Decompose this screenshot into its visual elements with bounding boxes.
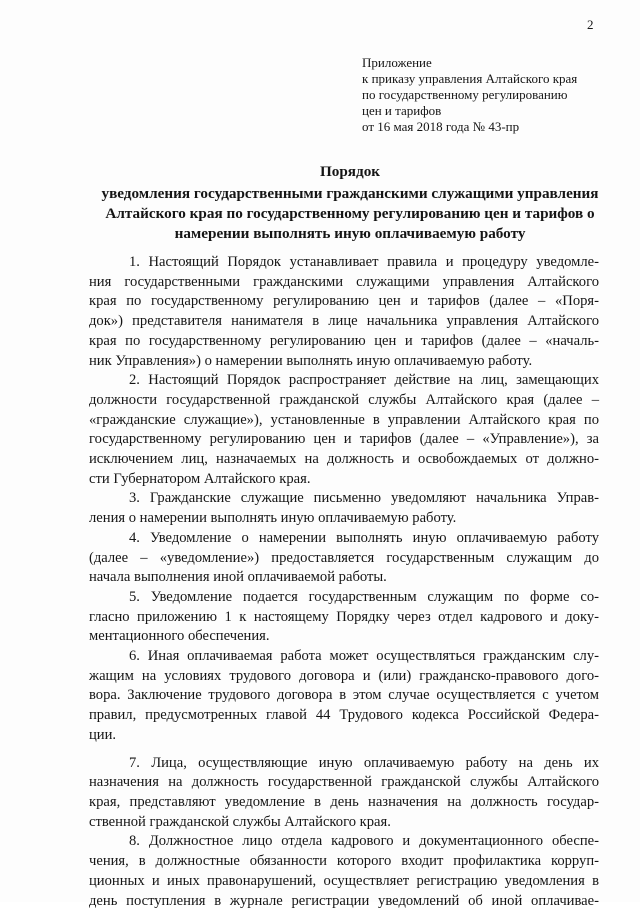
appendix-line: от 16 мая 2018 года № 43-пр xyxy=(362,119,577,135)
paragraph-4 xyxy=(89,529,599,588)
text-line: день поступления в журнале регистрации уведомлений об иной оплачивае- xyxy=(89,892,599,911)
text-line: 3. Гражданские служащие письменно уведомляют начальника Управ- xyxy=(89,489,599,509)
text-line: ления о намерении выполнять иную оплачиваемую работу. xyxy=(89,509,599,529)
text-line: док») представителя нанимателя в лице начальника управления Алтайского xyxy=(89,312,599,332)
text-line: вора. Заключение трудового договора в этом случае осуществляется с учетом xyxy=(89,686,599,706)
title-line: Алтайского края по государственному регулированию цен и тарифов о xyxy=(80,204,620,224)
appendix-line: Приложение xyxy=(362,55,577,71)
appendix-line: к приказу управления Алтайского края xyxy=(362,71,577,87)
text-line: ник Управления») о намерении выполнять иную оплачиваемую работу. xyxy=(89,352,599,372)
paragraph-1 xyxy=(89,253,599,371)
text-line: края по государственному регулированию цен и тарифов (далее – «Поря- xyxy=(89,292,599,312)
appendix-block xyxy=(362,55,577,135)
text-line: 2. Настоящий Порядок распространяет действие на лиц, замещающих xyxy=(89,371,599,391)
text-line: ментационного обеспечения. xyxy=(89,627,599,647)
text-line: начала выполнения иной оплачиваемой работы. xyxy=(89,568,599,588)
appendix-line: цен и тарифов xyxy=(362,103,577,119)
text-line: назначения на должность государственной гражданской службы Алтайского xyxy=(89,773,599,793)
text-line: 6. Иная оплачиваемая работа может осуществляться гражданским слу- xyxy=(89,647,599,667)
text-line: ния государственными гражданскими служащими управления Алтайского xyxy=(89,273,599,293)
title-main: Порядок xyxy=(80,162,620,182)
text-line: 4. Уведомление о намерении выполнять иную оплачиваемую работу xyxy=(89,529,599,549)
title-line: уведомления государственными гражданскими служащими управления xyxy=(80,184,620,204)
text-line: края, представляют уведомление в день назначения на должность государ- xyxy=(89,793,599,813)
page-number: 2 xyxy=(587,17,594,33)
paragraph-8 xyxy=(89,832,599,911)
paragraph-3 xyxy=(89,489,599,528)
text-line: ционных и иных правонарушений, осуществляет регистрацию уведомления в xyxy=(89,872,599,892)
text-line: ственной гражданской службы Алтайского края. xyxy=(89,813,599,833)
text-line: гласно приложению 1 к настоящему Порядку через отдел кадрового и доку- xyxy=(89,608,599,628)
document-title xyxy=(80,162,620,244)
paragraph-2 xyxy=(89,371,599,489)
text-line: исключением лиц, назначаемых на должность и освобождаемых от должно- xyxy=(89,450,599,470)
text-line: государственному регулированию цен и тарифов (далее – «Управление»), за xyxy=(89,430,599,450)
text-line: жащим на условиях трудового договора и (или) гражданско-правового дого- xyxy=(89,667,599,687)
text-line: «гражданские служащие»), установленные в управлении Алтайского края по xyxy=(89,411,599,431)
paragraph-7 xyxy=(89,754,599,833)
paragraph-5 xyxy=(89,588,599,647)
text-line: ции. xyxy=(89,726,599,746)
text-line: правил, предусмотренных главой 44 Трудового кодекса Российской Федера- xyxy=(89,706,599,726)
text-line: чения, в должностные обязанности которого входит профилактика корруп- xyxy=(89,852,599,872)
text-line: 7. Лица, осуществляющие иную оплачиваемую работу на день их xyxy=(89,754,599,774)
text-line: сти Губернатором Алтайского края. xyxy=(89,470,599,490)
text-line: должности государственной гражданской службы Алтайского края (далее – xyxy=(89,391,599,411)
text-line: 1. Настоящий Порядок устанавливает правила и процедуру уведомле- xyxy=(89,253,599,273)
text-line: (далее – «уведомление») предоставляется государственным служащим до xyxy=(89,549,599,569)
text-line: 8. Должностное лицо отдела кадрового и документационного обеспе- xyxy=(89,832,599,852)
paragraph-6 xyxy=(89,647,599,746)
text-line: края по государственному регулированию цен и тарифов (далее – «началь- xyxy=(89,332,599,352)
text-line: 5. Уведомление подается государственным служащим по форме со- xyxy=(89,588,599,608)
paragraph-spacer xyxy=(89,746,599,754)
title-line: намерении выполнять иную оплачиваемую работу xyxy=(80,224,620,244)
appendix-line: по государственному регулированию xyxy=(362,87,577,103)
document-body xyxy=(89,253,599,911)
